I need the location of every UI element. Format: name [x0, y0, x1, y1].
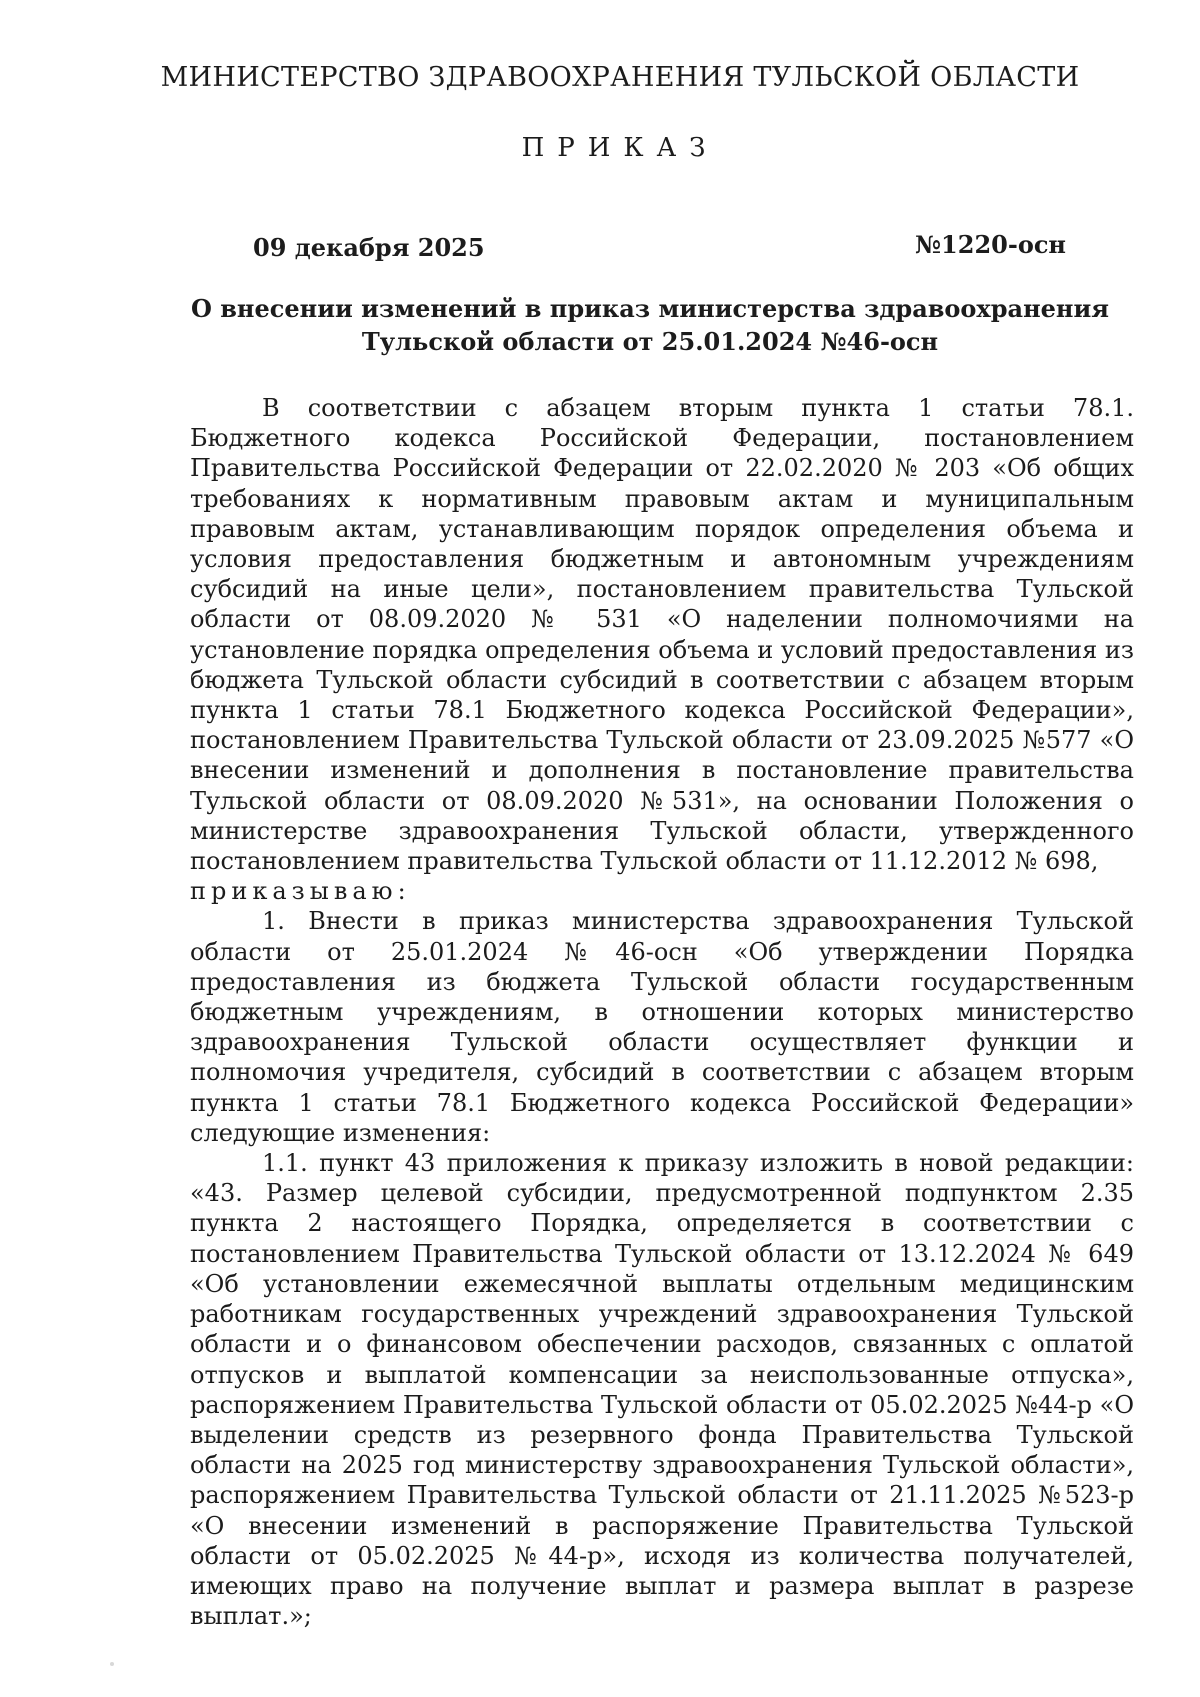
order-date: 09 декабря 2025: [253, 233, 485, 262]
item-1-1-paragraph: 1.1. пункт 43 приложения к приказу изложить в новой редакции: «43. Размер целевой субсидии, предусмотренной подпунктом 2.35 пункта 2 настоящего Порядка, определяется в соответствии с постановлением Правительства Тульской области от 13.12.2024 № 649 «Об установлении ежемесячной выплаты отдельным медицинским работникам государственных учреждений здравоохранения Тульской области и о финансовом обеспечении расходов, связанных с оплатой отпусков и выплатой компенсации за неиспользованные отпуска», распоряжением Правительства Тульской области от 05.02.2025 №44-р «О выделении средств из резервного фонда Правительства Тульской области на 2025 год министерству здравоохранения Тульской области», распоряжением Правительства Тульской области от 21.11.2025 №523-р «О внесении изменений в распоряжение Правительства Тульской области от 05.02.2025 №44-р», исходя из количества получателей, имеющих право на получение выплат и размера выплат в разрезе выплат.»;: [190, 1149, 1134, 1631]
prikazyvayu-word: приказываю:: [190, 877, 411, 906]
order-number: №1220-осн: [914, 230, 1066, 259]
preamble-paragraph: В соответствии с абзацем вторым пункта 1 статьи 78.1. Бюджетного кодекса Российской Федерации, постановлением Правительства Российской Федерации от 22.02.2020 № 203 «Об общих требованиях к нормативным правовым актам и муниципальным правовым актам, устанавливающим порядок определения объема и условия предоставления бюджетным и автономным учреждениям субсидий на иные цели», постановлением правительства Тульской области от 08.09.2020 № 531 «О наделении полномочиями на установление порядка определения объема и условий предоставления из бюджета Тульской области субсидий в соответствии с абзацем вторым пункта 1 статьи 78.1 Бюджетного кодекса Российской Федерации», постановлением Правительства Тульской области от 23.09.2025 №577 «О внесении изменений и дополнения в постановление правительства Тульской области от 08.09.2020 №531», на основании Положения о министерстве здравоохранения Тульской области, утвержденного постановлением правительства Тульской области от 11.12.2012 № 698,: [190, 394, 1134, 876]
order-subject: [190, 292, 1110, 358]
order-body: [190, 393, 1134, 1631]
subject-line-1: О внесении изменений в приказ министерства здравоохранения: [190, 294, 1110, 323]
scan-speck: [110, 1662, 114, 1666]
item-1-paragraph: 1. Внести в приказ министерства здравоохранения Тульской области от 25.01.2024 №46-осн «Об утверждении Порядка предоставления из бюджета Тульской области государственным бюджетным учреждениям, в отношении которых министерство здравоохранения Тульской области осуществляет функции и полномочия учредителя, субсидий в соответствии с абзацем вторым пункта 1 статьи 78.1 Бюджетного кодекса Российской Федерации» следующие изменения:: [190, 907, 1134, 1147]
subject-line-2: Тульской области от 25.01.2024 №46-осн: [361, 327, 939, 356]
document-type-heading: ПРИКАЗ: [521, 133, 719, 163]
ministry-heading: МИНИСТЕРСТВО ЗДРАВООХРАНЕНИЯ ТУЛЬСКОЙ ОБЛАСТИ: [160, 62, 1080, 93]
